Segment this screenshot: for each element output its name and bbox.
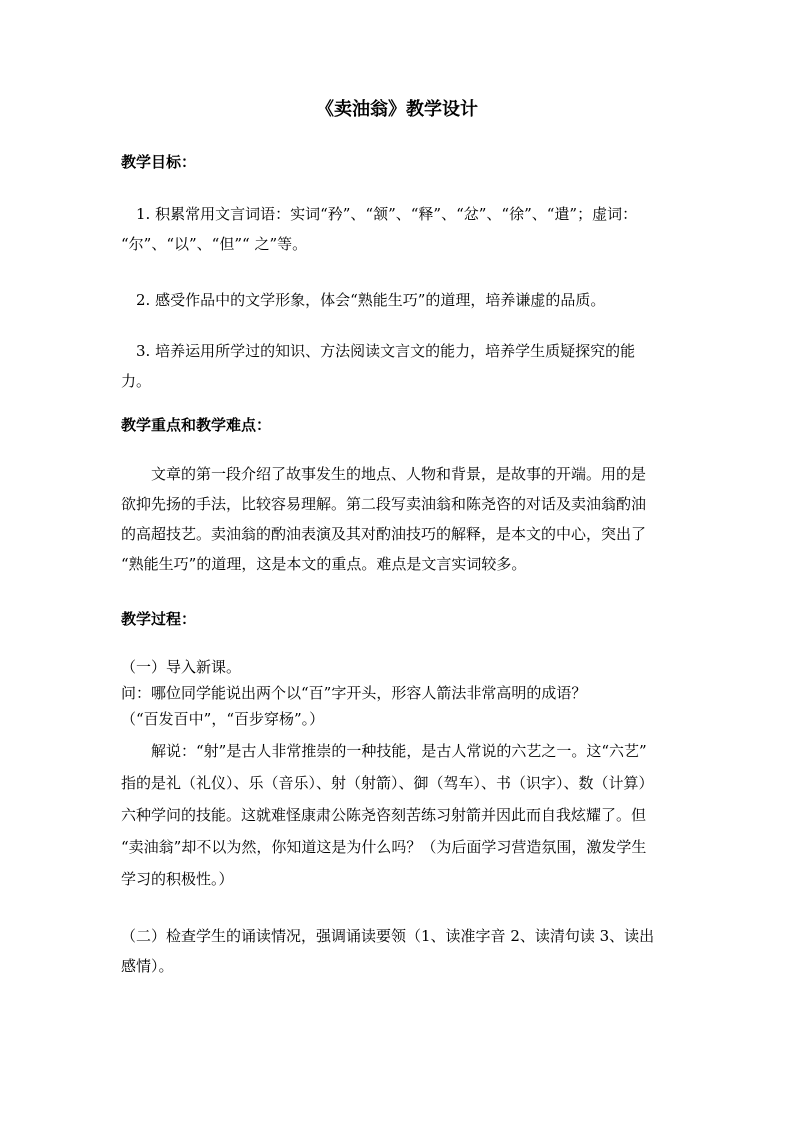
- process-explain-line-1: 解说：“射”是古人非常推崇的一种技能，是古人常说的六艺之一。这“六艺”: [151, 742, 647, 760]
- document-title: 《卖油翁》教学设计: [316, 99, 478, 120]
- process-step-2-line-2: 感情）。: [121, 957, 174, 975]
- key-points-paragraph: [121, 459, 681, 579]
- process-explain-line-4: “卖油翁”却不以为然，你知道这是为什么吗？（为后面学习营造氛围，激发学生: [121, 838, 647, 856]
- process-heading: 教学过程：: [121, 610, 197, 628]
- objective-item-2-text: 2. 感受作品中的文学形象，体会“熟能生巧”的道理，培养谦虚的品质。: [136, 291, 606, 309]
- objective-item-3-line-2: 力。: [121, 372, 152, 390]
- key-points-line-2: 欲抑先扬的手法，比较容易理解。第二段写卖油翁和陈尧咨的对话及卖油翁酌油: [121, 495, 647, 513]
- objective-item-3-line-1: 3. 培养运用所学过的知识、方法阅读文言文的能力，培养学生质疑探究的能: [136, 342, 636, 360]
- objective-item-2: [121, 285, 681, 315]
- objective-item-1-line-2: “尔”、“以”、“但”“ 之”等。: [121, 235, 308, 253]
- process-step-2-line-1: （二）检查学生的诵读情况，强调诵读要领（1、读准字音 2、读清句读 3、读出: [121, 927, 655, 945]
- process-step-2: [121, 921, 681, 981]
- objectives-heading: 教学目标：: [121, 153, 197, 171]
- objective-item-1: [121, 199, 681, 259]
- process-explain-line-5: 学习的积极性。）: [121, 870, 234, 888]
- key-points-line-4: “熟能生巧”的道理，这是本文的重点。难点是文言实词较多。: [121, 555, 527, 573]
- process-step-1-title: （一）导入新课。: [121, 658, 242, 676]
- process-question: 问：哪位同学能说出两个以“百”字开头，形容人箭法非常高明的成语？: [121, 684, 587, 702]
- objective-item-1-line-1: 1. 积累常用文言词语：实词“矜”、“颔”、“释”、“忿”、“徐”、“遣”；虚词：: [136, 205, 638, 223]
- process-step-1: [121, 652, 681, 894]
- key-points-line-3: 的高超技艺。卖油翁的酌油表演及其对酌油技巧的解释，是本文的中心，突出了: [121, 525, 647, 543]
- key-points-line-1: 文章的第一段介绍了故事发生的地点、人物和背景，是故事的开端。用的是: [151, 465, 647, 483]
- key-points-heading: 教学重点和教学难点：: [121, 416, 272, 434]
- objective-item-3: [121, 336, 681, 396]
- process-explain-line-2: 指的是礼（礼仪）、乐（音乐）、射（射箭）、御（驾车）、书（识字）、数（计算）: [121, 774, 654, 792]
- process-explain-line-3: 六种学问的技能。这就难怪康肃公陈尧咨刻苦练习射箭并因此而自我炫耀了。但: [121, 806, 647, 824]
- process-answer: （“百发百中”，“百步穿杨”。）: [121, 710, 325, 728]
